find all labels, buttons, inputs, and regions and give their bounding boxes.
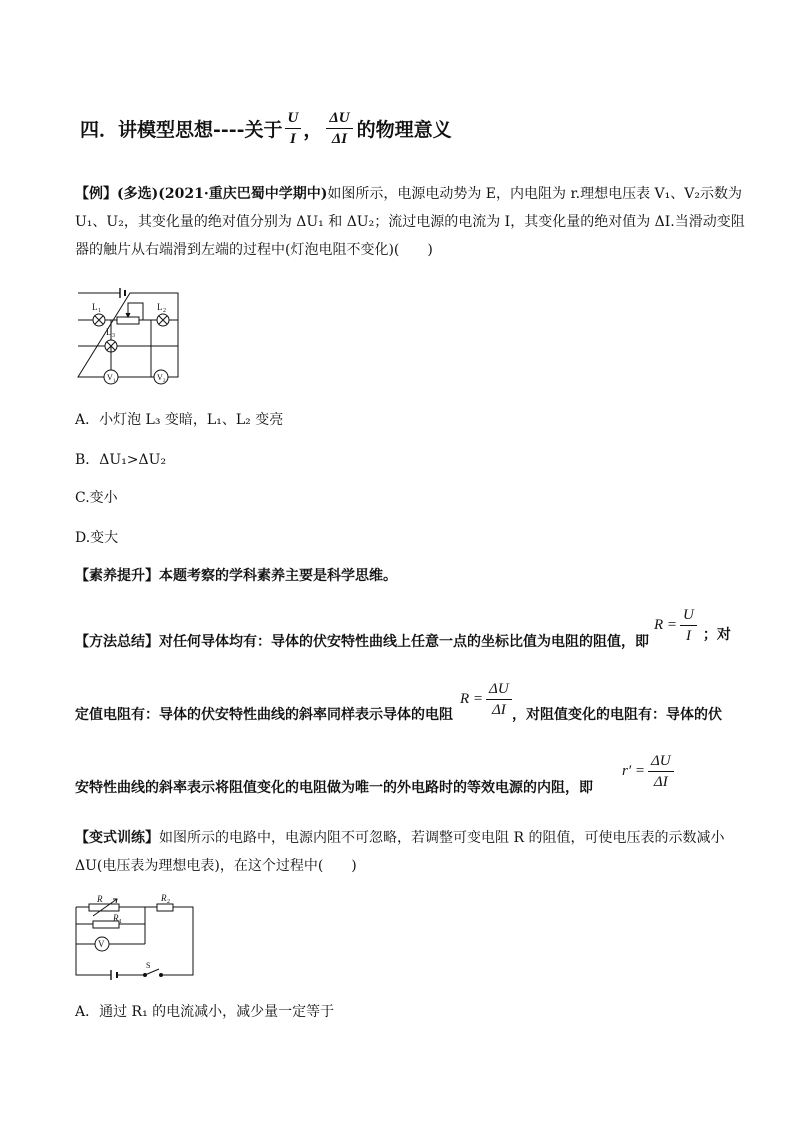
label-S: S xyxy=(146,961,151,970)
label-L2: L xyxy=(157,302,163,312)
circuit-diagram-2 xyxy=(73,892,198,982)
fraction-numerator: U xyxy=(285,109,302,129)
formula-lhs: r′ = xyxy=(622,763,645,779)
variant-line-1 xyxy=(75,828,724,848)
example-line-1 xyxy=(75,184,742,204)
method-formula-2 xyxy=(460,680,512,719)
label-R: R xyxy=(97,894,103,904)
option-d: D.变大 xyxy=(75,530,119,546)
fraction-denominator: I xyxy=(290,130,296,147)
circuit-diagram-1 xyxy=(75,285,185,385)
example-line-3: 器的触片从右端滑到左端的过程中(灯泡电阻不变化)( ) xyxy=(75,242,433,258)
label-R2: R xyxy=(161,893,167,903)
variant-text-1: 如图所示的电路中，电源内阻不可忽略，若调整可变电阻 R 的阻值，可使电压表的示数减小 xyxy=(159,830,725,846)
svg-text:1: 1 xyxy=(119,919,122,925)
fraction-numerator: U xyxy=(680,606,697,626)
fraction-numerator: ΔU xyxy=(486,680,512,700)
method-line-2-end: ，对阻值变化的电阻有：导体的伏 xyxy=(512,707,722,723)
section-title-prefix: 四．讲模型思想----关于 xyxy=(80,118,283,141)
variant-line-2: ΔU(电压表为理想电表)，在这个过程中( ) xyxy=(75,858,357,874)
method-line-1-end: ；对 xyxy=(702,626,731,643)
formula-fraction xyxy=(486,680,512,719)
svg-text:2: 2 xyxy=(167,899,170,905)
label-L1: L xyxy=(92,302,98,312)
method-line-3: 安特性曲线的斜率表示将阻值变化的电阻做为唯一的外电路时的等效电源的内阻，即 xyxy=(75,780,593,796)
method-formula-1 xyxy=(654,606,731,645)
option-a: A．小灯泡 L₃ 变暗，L₁、L₂ 变亮 xyxy=(75,412,284,428)
fraction-u-over-i xyxy=(285,109,302,148)
label-V: V xyxy=(98,939,105,949)
fraction-numerator: ΔU xyxy=(326,109,352,129)
section-title-suffix: 的物理意义 xyxy=(356,118,452,141)
fraction-denominator: ΔI xyxy=(331,130,348,147)
label-V2: V xyxy=(157,373,163,382)
label-L3: L xyxy=(106,327,112,337)
example-tag: 【例】(多选)(2021·重庆巴蜀中学期中) xyxy=(75,186,328,202)
svg-text:2: 2 xyxy=(163,379,166,384)
fraction-denominator: I xyxy=(685,628,691,644)
fraction-numerator: ΔU xyxy=(648,752,674,772)
example-text-1: 如图所示，电源电动势为 E，内电阻为 r.理想电压表 V₁、V₂示数为 xyxy=(327,186,742,202)
literacy-note: 【素养提升】本题考察的学科素养主要是科学思维。 xyxy=(75,568,397,584)
svg-text:3: 3 xyxy=(112,333,115,339)
formula-fraction xyxy=(648,752,674,791)
option-a-variant: A．通过 R₁ 的电流减小，减少量一定等于 xyxy=(75,1004,335,1020)
option-b: B．ΔU₁>ΔU₂ xyxy=(75,452,167,468)
svg-text:1: 1 xyxy=(98,308,101,314)
label-R1: R xyxy=(113,913,119,923)
section-title xyxy=(80,100,452,156)
method-line-2: 定值电阻有：导体的伏安特性曲线的斜率同样表示导体的电阻 xyxy=(75,707,453,723)
fraction-du-over-di xyxy=(326,109,352,148)
fraction-denominator: ΔI xyxy=(491,702,506,718)
label-V1: V xyxy=(107,373,113,382)
method-formula-3 xyxy=(622,752,674,791)
option-c: C.变小 xyxy=(75,490,118,506)
formula-lhs: R = xyxy=(654,617,678,633)
example-line-2: U₁、U₂，其变化量的绝对值分别为 ΔU₁ 和 ΔU₂；流过电源的电流为 I，其变化量的绝对值为 ΔI.当滑动变阻 xyxy=(75,214,745,230)
svg-text:2: 2 xyxy=(163,308,166,314)
svg-text:1: 1 xyxy=(113,379,116,384)
fraction-denominator: ΔI xyxy=(653,774,668,790)
method-line-1: 【方法总结】对任何导体均有：导体的伏安特性曲线上任意一点的坐标比值为电阻的阻值，即 xyxy=(75,634,649,650)
formula-fraction xyxy=(680,606,697,645)
variant-tag: 【变式训练】 xyxy=(75,830,159,846)
section-title-comma: ， xyxy=(303,118,323,141)
formula-lhs: R = xyxy=(460,691,484,707)
